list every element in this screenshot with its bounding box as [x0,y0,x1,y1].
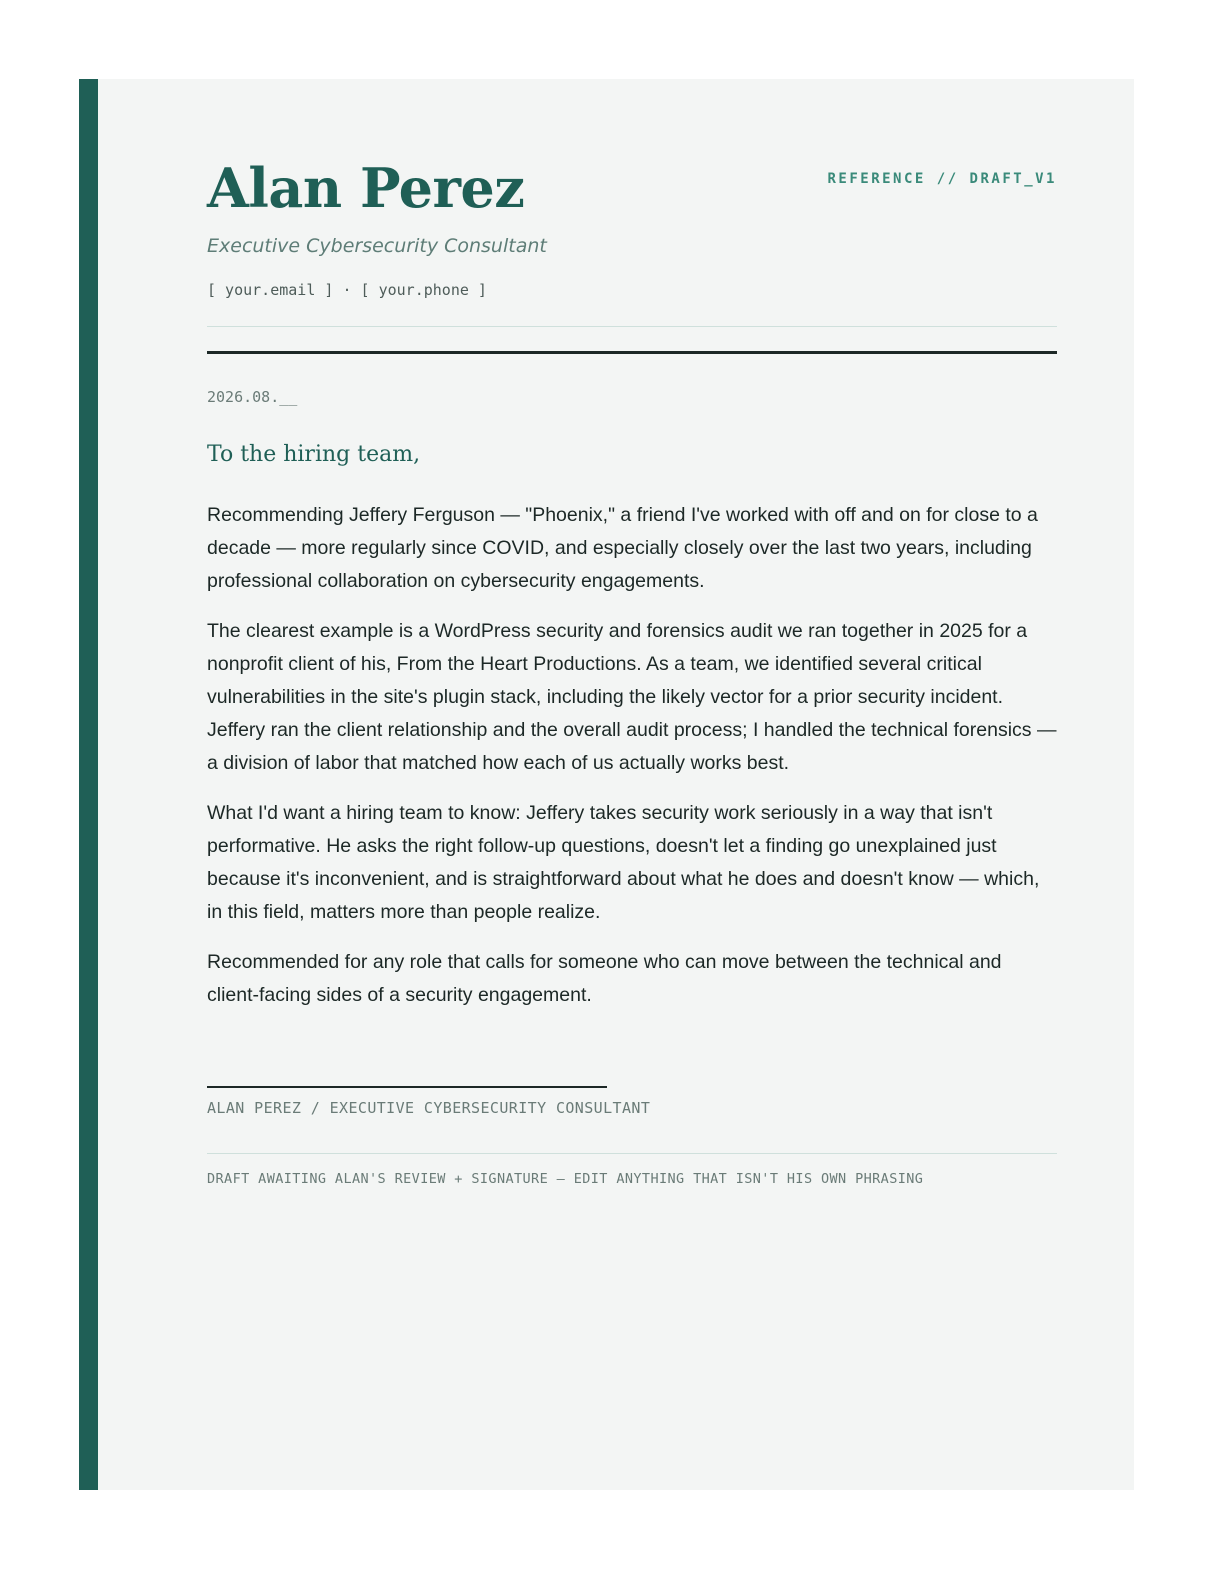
body-paragraph: Recommending Jeffery Ferguson — "Phoenix," a friend I've worked with off and on for close to a decade — more regularly since COVID, and especially closely over the last two years, including professional collaboration on cybersecurity engagements. [207,504,1038,592]
letter-body [207,499,1057,1029]
document-tag: REFERENCE // DRAFT_V1 [827,171,1057,187]
draft-note: DRAFT AWAITING ALAN'S REVIEW + SIGNATURE — EDIT ANYTHING THAT ISN'T HIS OWN PHRASING [207,1171,924,1187]
footer-divider [207,1153,1057,1154]
header-divider-thin [207,326,1057,327]
letter-page [79,79,1134,1490]
signature-label: ALAN PEREZ / EXECUTIVE CYBERSECURITY CONSULTANT [207,1099,651,1117]
header-divider-thick [207,351,1057,354]
author-name: Alan Perez [207,156,525,220]
author-title: Executive Cybersecurity Consultant [207,235,547,257]
signature-line [207,1086,607,1088]
letter-date: 2026.08.__ [207,388,298,406]
body-paragraph: Recommended for any role that calls for someone who can move between the technical and client-facing sides of a security engagement. [207,951,1002,1006]
salutation: To the hiring team, [207,442,421,467]
contact-placeholder: [ your.email ] · [ your.phone ] [207,281,487,299]
accent-bar [79,79,98,1490]
body-paragraph: What I'd want a hiring team to know: Jeffery takes security work seriously in a way that isn't performative. He asks the right follow-up questions, doesn't let a finding go unexplained just because it's inconvenient, and is straightforward about what he does and doesn't know — which, in this field, matters more than people realize. [207,802,1040,923]
body-paragraph: The clearest example is a WordPress security and forensics audit we ran together in 2025 for a nonprofit client of his, From the Heart Productions. As a team, we identified several critical vulnerabilities in the site's plugin stack, including the likely vector for a prior security incident. Jeffery ran the client relationship and the overall audit process; I handled the technical forensics — a division of labor that matched how each of us actually works best. [207,620,1057,774]
